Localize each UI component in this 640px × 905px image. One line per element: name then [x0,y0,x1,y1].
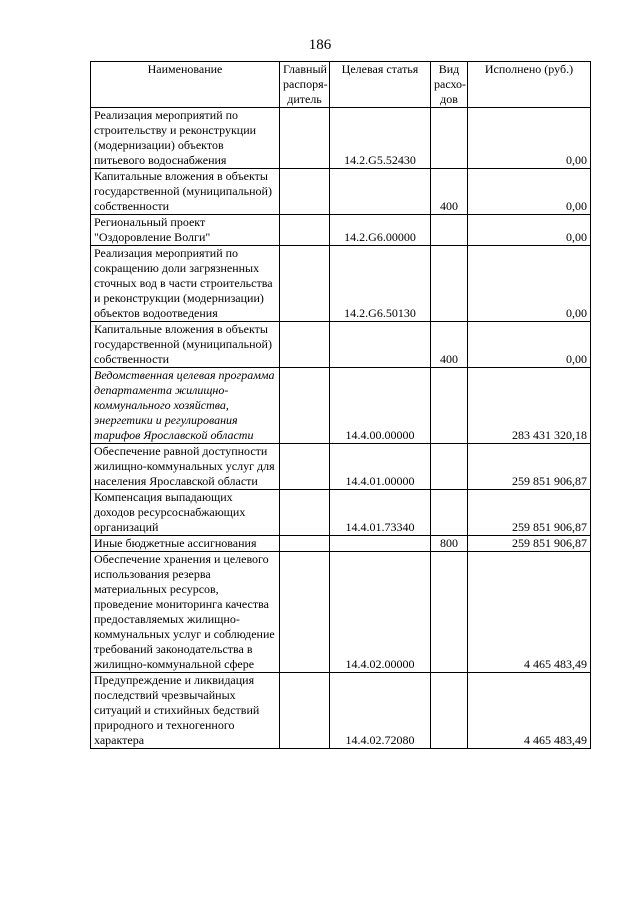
row-kind-cell [431,490,468,536]
table-body [91,108,591,749]
row-amount-cell: 259 851 906,87 [468,536,591,552]
table-row [91,536,591,552]
row-amount-cell: 0,00 [468,108,591,169]
row-name-cell: Обеспечение хранения и целевого использования резерва материальных ресурсов, проведение мониторинга качества предоставляемых жилищно-коммунальных услуг и соблюдение требований законодательства в жилищно-коммунальной сфере [91,552,280,673]
row-target-cell: 14.2.G6.00000 [330,215,431,246]
header-kind: Вид расхо-дов [431,62,468,108]
row-target-cell: 14.4.00.00000 [330,368,431,444]
row-name-cell: Обеспечение равной доступности жилищно-коммунальных услуг для населения Ярославской области [91,444,280,490]
table-row [91,169,591,215]
row-target-cell: 14.2.G5.52430 [330,108,431,169]
table-row [91,246,591,322]
row-name-cell: Ведомственная целевая программа департамента жилищно-коммунального хозяйства, энергетики и регулирования тарифов Ярославской области [91,368,280,444]
budget-table [90,61,591,749]
row-kind-cell: 400 [431,169,468,215]
row-target-cell: 14.4.02.00000 [330,552,431,673]
row-target-cell [330,322,431,368]
row-amount-cell: 4 465 483,49 [468,673,591,749]
row-manager-cell [280,490,330,536]
row-target-cell: 14.2.G6.50130 [330,246,431,322]
header-row [91,62,591,108]
row-kind-cell [431,215,468,246]
row-name-cell: Капитальные вложения в объекты государственной (муниципальной) собственности [91,169,280,215]
header-name: Наименование [91,62,280,108]
row-kind-cell [431,552,468,673]
row-target-cell: 14.4.01.00000 [330,444,431,490]
row-manager-cell [280,673,330,749]
row-manager-cell [280,246,330,322]
row-amount-cell: 4 465 483,49 [468,552,591,673]
row-name-cell: Реализация мероприятий по строительству и реконструкции (модернизации) объектов питьевого водоснабжения [91,108,280,169]
row-amount-cell: 0,00 [468,246,591,322]
row-amount-cell: 259 851 906,87 [468,444,591,490]
row-target-cell: 14.4.02.72080 [330,673,431,749]
row-manager-cell [280,536,330,552]
table-row [91,444,591,490]
row-kind-cell [431,444,468,490]
row-kind-cell [431,108,468,169]
table-row [91,108,591,169]
row-manager-cell [280,215,330,246]
row-name-cell: Капитальные вложения в объекты государственной (муниципальной) собственности [91,322,280,368]
row-kind-cell [431,673,468,749]
header-manager: Главный распоря-дитель [280,62,330,108]
row-name-cell: Предупреждение и ликвидация последствий чрезвычайных ситуаций и стихийных бедствий природного и техногенного характера [91,673,280,749]
table-row [91,322,591,368]
row-kind-cell: 800 [431,536,468,552]
table-row [91,552,591,673]
row-manager-cell [280,108,330,169]
row-target-cell [330,169,431,215]
header-amount: Исполнено (руб.) [468,62,591,108]
row-amount-cell: 283 431 320,18 [468,368,591,444]
row-manager-cell [280,169,330,215]
row-name-cell: Иные бюджетные ассигнования [91,536,280,552]
row-name-cell: Компенсация выпадающих доходов ресурсоснабжающих организаций [91,490,280,536]
row-kind-cell: 400 [431,322,468,368]
row-kind-cell [431,368,468,444]
row-amount-cell: 259 851 906,87 [468,490,591,536]
page-number: 186 [308,37,332,53]
row-name-cell: Региональный проект "Оздоровление Волги" [91,215,280,246]
row-manager-cell [280,552,330,673]
row-target-cell [330,536,431,552]
table-row [91,490,591,536]
table-row [91,673,591,749]
row-name-cell: Реализация мероприятий по сокращению доли загрязненных сточных вод в части строительства и реконструкции (модернизации) объектов водоотведения [91,246,280,322]
row-amount-cell: 0,00 [468,322,591,368]
row-manager-cell [280,322,330,368]
header-target: Целевая статья [330,62,431,108]
row-amount-cell: 0,00 [468,215,591,246]
table-header [91,62,591,108]
row-kind-cell [431,246,468,322]
table-row [91,368,591,444]
row-amount-cell: 0,00 [468,169,591,215]
row-target-cell: 14.4.01.73340 [330,490,431,536]
row-manager-cell [280,444,330,490]
table-row [91,215,591,246]
row-manager-cell [280,368,330,444]
